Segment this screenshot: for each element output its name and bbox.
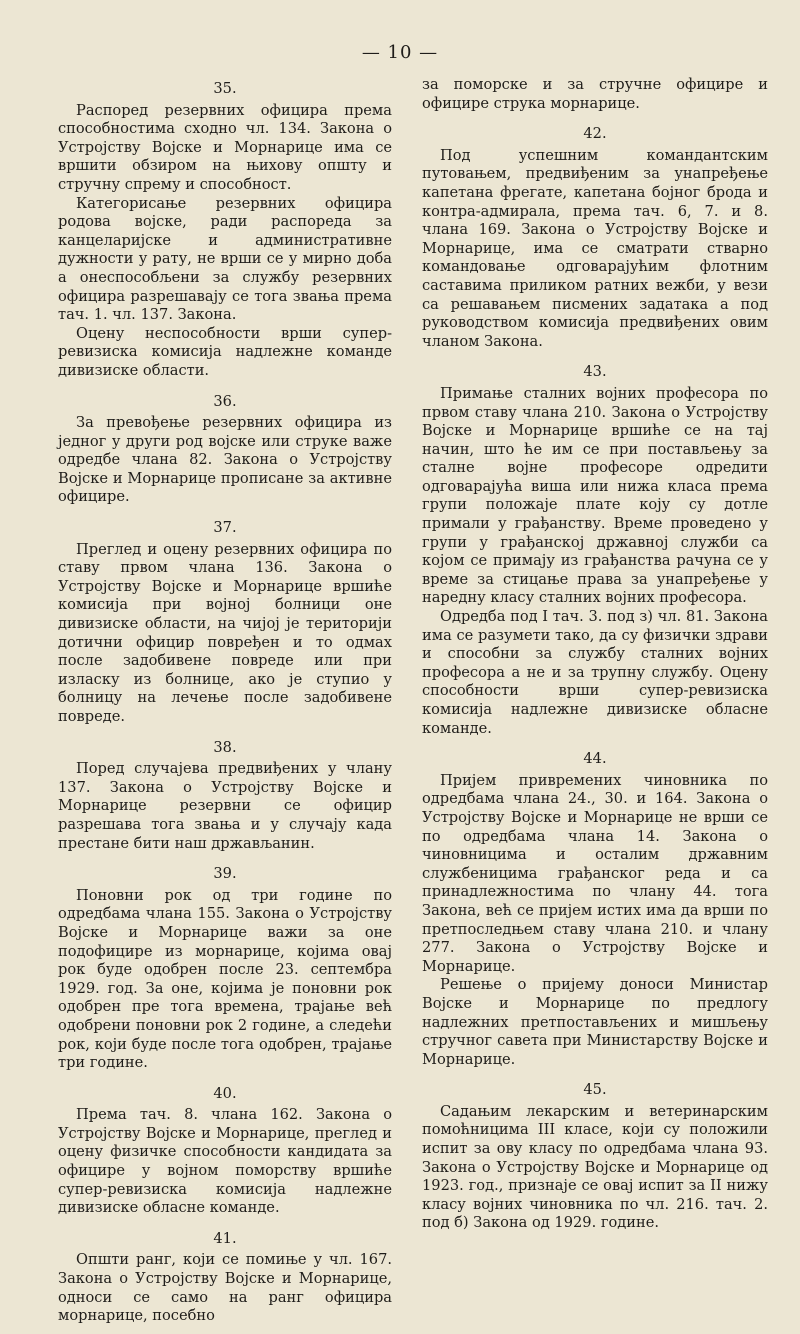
article-number: 40. (213, 1084, 237, 1102)
article-paragraph: Преглед и оцену резервних официра по ставу првом члана 136. Закона о Устројству Војске и Морнарице врши‌ће комисија при војној болници оне дивизиске области, на чијој је територији дотични официр повређен и то одмах после задобивене повреде или при изласку из болнице, ако је ступио у болницу на лечење после задобивене повреде. (58, 540, 392, 725)
article-paragraph: За превођење резервних официра из једног у други род војске или струке важе одредбе члана 82. Закона о Устројству Војске и Морнарице прописане за активне официре. (58, 414, 392, 506)
article-paragraph: Пријем привремених чиновника по одредбама члана 24., 30. и 164. Закона о Устројству Војске и Морнарице не врши се по одредбама члана 14. Закона о чиновницима и осталим државним службеницима грађанског реда и са принадлежностима по члану 44. тога Закона, већ се пријем истих има да врши по претпоследњем ставу члана 210. и члану 277. Закона о Устројству Војске и Морнарице. (422, 771, 768, 975)
article-paragraph: Под успешним командантским путовањем, предвиђеним за унапређење капетана фрегате, капетана бојног брода и контра-адмирала, према тач. 6, 7. и 8. члана 169. Закона о Устројству Војске и Морнарице, има се сматрати стварно командовање одговарајућим флотним саставима приликом ратних вежби, у вези са решавањем писмених задатака а под руководством комисија предвиђених овим чланом Закона. (422, 146, 768, 350)
article-number: 35. (213, 80, 237, 97)
article-paragraph: за поморске и за стручне официре и официре струка морнарице. (422, 76, 768, 112)
article-section (422, 750, 768, 1069)
article-section (422, 363, 768, 738)
article-number: 37. (213, 519, 237, 537)
article-paragraph: Одредба под I тач. 3. под з) чл. 81. Закона има се разумети тако, да су физички здрави и способни за службу сталних војних професора а не и за трупну службу. Оцену способности врши супер-ревизиска комисија надлежне дивизиске обласне команде. (422, 608, 768, 737)
article-paragraph: Садањим лекарским и ветеринарским помоћницима III класе, који су положили испит за ову класу по одредбама члана 93. Закона о Устројству Војске и Морнарице од 1923. год., признаје се овај испит за II нижу класу војних чиновника по чл. 216. тач. 2. под б) Закона од 1929. године. (422, 1102, 768, 1232)
right-column (422, 76, 768, 1241)
article-number: 41. (213, 1229, 237, 1247)
article-paragraph: Решење о пријему доноси Министар Војске и Морнарице по предлогу надлежних претпостављених и мишљењу стручног савета при Министарству Војске и Морнарице. (422, 976, 768, 1068)
article-section (422, 1081, 768, 1233)
article-paragraph: Оцену неспособности врши супер-ревизиска комисија надлежне команде дивизиске области. (58, 324, 392, 379)
left-column (58, 76, 392, 1334)
page-number: — 10 — (361, 42, 439, 63)
article-section (58, 739, 392, 854)
article-section (58, 1085, 392, 1218)
article-number: 44. (583, 750, 607, 768)
article-section (422, 125, 768, 351)
article-section (58, 80, 392, 381)
article-paragraph: Поновни рок од три године по одредбама члана 155. Закона о Устројству Војске и Морнарице важи за оне подофицире из морнарице, којима овај рок буде одобрен после 23. септембра 1929. год. За оне, којима је поновни рок одобрен пре тога времена, трајање већ одобрени поновни рок 2 године, а следећи рок, који буде после тога одобрен, трајање три године. (58, 886, 392, 1072)
article-number: 43. (583, 363, 607, 381)
article-paragraph: Општи ранг, који се помиње у чл. 167. Закона о Устројству Војске и Морнарице, односи се само на ранг официра морнарице, посебно (58, 1251, 392, 1325)
article-number: 39. (213, 865, 237, 883)
article-paragraph: Према тач. 8. члана 162. Закона о Устројству Војске и Морнарице, преглед и оцену физичке способности кандидата за официре у војном поморству вршиће супер-ревизиска комисија надлежне дивизиске обласне команде. (58, 1106, 392, 1217)
article-section (422, 76, 768, 113)
article-paragraph: Категорисање резервних официра родова војске, ради распореда за канцеларијске и административне дужности у рату, не врши се у мирно доба а онеспособљени за службу резервних официра разрешавају се тога звања према тач. 1. чл. 137. Закона. (58, 194, 392, 324)
article-number: 42. (583, 125, 607, 143)
article-paragraph: Поред случајева предвиђених у члану 137. Закона о Устројству Војске и Морнарице резервни се официр разрешава тога звања и у случају када престане бити наш држављанин. (58, 760, 392, 852)
article-section (58, 865, 392, 1073)
article-section (58, 1230, 392, 1326)
article-number: 45. (583, 1081, 607, 1099)
article-section (58, 393, 392, 508)
article-number: 38. (213, 738, 237, 756)
article-paragraph: Примање сталних војних професора по првом ставу члана 210. Закона о Устројству Војске и Морнарице вршиће се на тај начин, што ће им се при постављењу за сталне војне професоре одредити одговарајућа виша или нижа класа према групи положаје плате коју су дотле примали у грађанству. Време проведено у групи у грађанској државној служби са којом се примају из грађанства рачуна се у време за стицање права за унапређење у наредну класу сталних војних професора. (422, 384, 768, 607)
article-number: 36. (213, 392, 237, 410)
article-paragraph: Распоред резервних официра према способностима сходно чл. 134. Закона о Устројству Војске и Морнарице има се вршити обзиром на њихову општу и стручну спрему и способност. (58, 101, 392, 193)
article-section (58, 519, 392, 727)
